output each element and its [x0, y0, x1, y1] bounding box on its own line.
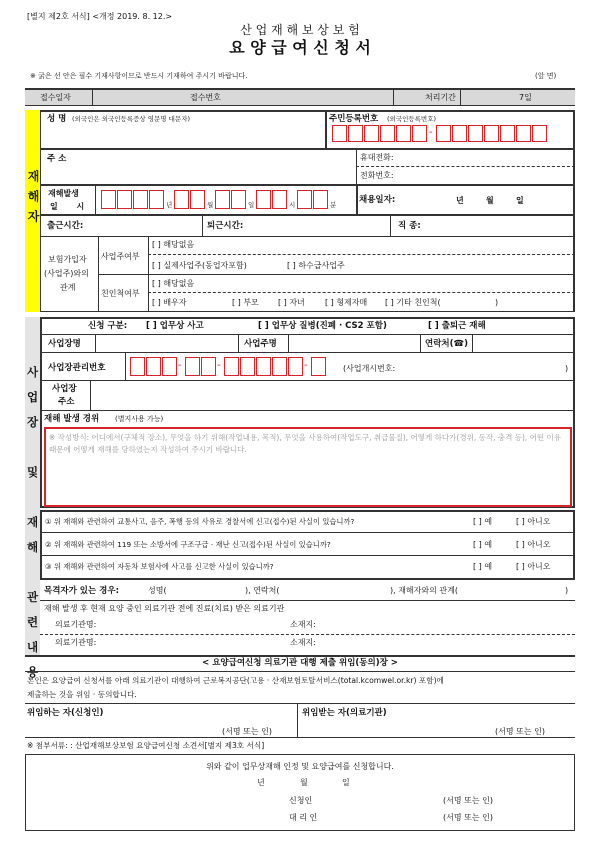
- receipt-date-label: 접수일자: [40, 93, 71, 102]
- rel-label: 보험가입자: [48, 255, 87, 264]
- type-label: 신청 구분:: [88, 321, 128, 331]
- occur-digit-box[interactable]: [101, 190, 116, 209]
- question-police-yes[interactable]: [ ] 예: [473, 517, 493, 526]
- mgmt-digit-box[interactable]: [288, 357, 303, 376]
- agent-label: 대 리 인: [289, 813, 318, 822]
- mgmt-digit-box[interactable]: [272, 357, 287, 376]
- rrn-digit-box[interactable]: [436, 125, 451, 142]
- biz-addr-label: 사업장: [52, 384, 77, 394]
- biz-reg-label: (사업개시번호:: [343, 364, 396, 373]
- biz-name-label: 사업장명: [48, 339, 81, 349]
- hire-month: 월: [486, 196, 494, 205]
- occur-detail-note: (별지사용 가능): [115, 415, 164, 423]
- arrive-label: 출근시간:: [47, 221, 84, 231]
- separator: -: [217, 360, 221, 371]
- kin-opt-other[interactable]: [ ] 기타 친인척(: [385, 298, 441, 307]
- kin-opt-sibling[interactable]: [ ] 형제자매: [325, 298, 368, 307]
- contact-label: 연락처(☎): [425, 339, 468, 349]
- worker-side-label: 재해자: [26, 170, 40, 230]
- occur-digit-box[interactable]: [117, 190, 132, 209]
- final-month: 월: [300, 778, 308, 787]
- rrn-digit-box[interactable]: [380, 125, 395, 142]
- rrn-digit-box[interactable]: [500, 125, 515, 142]
- type-opt-disease[interactable]: [ ] 업무상 질병(진폐 · CS2 포함): [258, 321, 387, 331]
- owner-opt-none[interactable]: [ ] 해당없음: [152, 240, 195, 249]
- separator: -: [304, 360, 308, 371]
- owner-question: 사업주여부: [101, 252, 140, 261]
- question-insurance-no[interactable]: [ ] 아니오: [516, 562, 551, 571]
- delegation-body-1: 본인은 요양급여 신청서를 아래 의료기관이 대행하여 근로복지공단(고용 · 산재보험토탈서비스(total.kcomwel.or.kr) 포함)에: [27, 676, 444, 685]
- separator: -: [178, 360, 182, 371]
- occur-unit-month: 월: [207, 201, 214, 209]
- page-side: (앞 면): [535, 72, 557, 80]
- receipt-no-label: 접수번호: [190, 93, 221, 102]
- rrn-digit-box[interactable]: [452, 125, 467, 142]
- question-insurance-yes[interactable]: [ ] 예: [473, 562, 493, 571]
- hospital-location-1: 소재지:: [290, 620, 316, 629]
- witness-name: 성명(: [148, 586, 167, 595]
- witness-label: 목격자가 있는 경우:: [44, 586, 120, 596]
- occur-digit-box[interactable]: [313, 190, 328, 209]
- period-value: 7일: [519, 93, 532, 102]
- final-statement: 위와 같이 업무상재해 인정 및 요양급여를 신청합니다.: [206, 762, 394, 771]
- occur-digit-box[interactable]: [215, 190, 230, 209]
- mgmt-digit-box[interactable]: [162, 357, 177, 376]
- hire-day: 일: [516, 196, 524, 205]
- delegation-body-2: 제출하는 것을 위임 · 동의합니다.: [27, 690, 137, 699]
- rrn-digit-box[interactable]: [396, 125, 411, 142]
- occur-label-2: 일 시: [50, 202, 93, 211]
- mobile-label: 휴대전화:: [360, 153, 394, 162]
- rrn-note: (외국인등록번호): [387, 115, 437, 123]
- occur-unit-hour: 시: [289, 201, 296, 209]
- kin-opt-parent[interactable]: [ ] 부모: [232, 298, 259, 307]
- occur-digit-box[interactable]: [174, 190, 189, 209]
- mgmt-digit-box[interactable]: [201, 357, 216, 376]
- occur-digit-box[interactable]: [149, 190, 164, 209]
- rrn-digit-box[interactable]: [484, 125, 499, 142]
- occur-unit-min: 분: [330, 201, 337, 209]
- witness-relation: ), 재해자와의 관계(: [390, 586, 458, 595]
- form-number: [별지 제2호 서식] <개정 2019. 8. 12.>: [27, 12, 173, 21]
- occur-digit-box[interactable]: [190, 190, 205, 209]
- occur-detail-label: 재해 발생 경위: [44, 414, 100, 424]
- owner-opt-sub[interactable]: [ ] 하수급사업주: [287, 261, 345, 270]
- hospital-name-1: 의료기관명:: [55, 620, 97, 629]
- biz-reg-close: ): [565, 364, 569, 373]
- rrn-digit-box[interactable]: [412, 125, 427, 142]
- required-notice: ※ 굵은 선 안은 필수 기재사항이므로 반드시 기재하여 주시기 바랍니다.: [30, 72, 248, 80]
- period-label: 처리기간: [425, 93, 456, 102]
- occur-unit-day: 일: [248, 201, 255, 209]
- delegatee-sign[interactable]: (서명 또는 인): [495, 727, 545, 736]
- occur-label: 재해발생: [48, 189, 79, 198]
- site-side-label: 사 업 장 및 재 해 관 련 내 용: [26, 365, 39, 679]
- question-119-no[interactable]: [ ] 아니오: [516, 540, 551, 549]
- hire-year: 년: [456, 196, 464, 205]
- agency-name: 산 업 재 해 보 상 보 험: [240, 23, 360, 37]
- hospital-name-2: 의료기관명:: [55, 638, 97, 647]
- delegation-title: < 요양급여신청 의료기관 대행 제출 위임(동의)장 >: [202, 658, 398, 668]
- final-year: 년: [257, 778, 265, 787]
- witness-close: ): [565, 586, 569, 595]
- question-police-no[interactable]: [ ] 아니오: [516, 517, 551, 526]
- question-119-yes[interactable]: [ ] 예: [473, 540, 493, 549]
- name-label: 성 명: [47, 114, 67, 124]
- mgmt-digit-box[interactable]: [185, 357, 200, 376]
- owner-opt-actual[interactable]: [ ] 실제사업주(동업자포함): [152, 261, 247, 270]
- occur-digit-box[interactable]: [297, 190, 312, 209]
- kin-opt-none[interactable]: [ ] 해당없음: [152, 279, 195, 288]
- rel-label-3: 관계: [60, 283, 76, 292]
- kin-question: 친인척여부: [101, 289, 140, 298]
- mgmt-digit-box[interactable]: [256, 357, 271, 376]
- agent-sign[interactable]: (서명 또는 인): [443, 813, 493, 822]
- rrn-digit-box[interactable]: [364, 125, 379, 142]
- kin-opt-child[interactable]: [ ] 자녀: [278, 298, 305, 307]
- occur-digit-box[interactable]: [272, 190, 287, 209]
- mgmt-digit-box[interactable]: [311, 357, 326, 376]
- applicant-sign[interactable]: (서명 또는 인): [443, 796, 493, 805]
- occur-digit-box[interactable]: [231, 190, 246, 209]
- occur-digit-box[interactable]: [256, 190, 271, 209]
- mgmt-digit-box[interactable]: [224, 357, 239, 376]
- biz-owner-label: 사업주명: [244, 339, 277, 349]
- receipt-row: [25, 88, 575, 106]
- final-day: 일: [342, 778, 350, 787]
- delegatee-label: 위임받는 자(의료기관): [302, 708, 387, 718]
- delegator-label: 위임하는 자(신청인): [27, 708, 104, 718]
- delegator-sign[interactable]: (서명 또는 인): [222, 727, 272, 736]
- type-opt-commute[interactable]: [ ] 출퇴근 재해: [428, 321, 486, 331]
- form-title: 요 양 급 여 신 청 서: [229, 38, 371, 57]
- job-label: 직 종:: [398, 221, 421, 231]
- prior-hospital-label: 재해 발생 후 현재 요양 중인 의료기관 전에 진료(치료) 받은 의료기관: [44, 604, 285, 613]
- applicant-label: 신청인: [289, 796, 313, 805]
- rrn-label: 주민등록번호: [329, 114, 379, 124]
- phone-label: 전화번호:: [360, 171, 394, 180]
- biz-addr-label-2: 주소: [58, 397, 75, 407]
- question-119: ② 위 재해와 관련하여 119 또는 소방서에 구조구급 · 재난 신고(접수)된 사실이 있습니까?: [45, 540, 331, 549]
- rrn-digit-box[interactable]: [348, 125, 363, 142]
- mgmt-digit-box[interactable]: [146, 357, 161, 376]
- address-label: 주 소: [47, 154, 67, 164]
- kin-opt-spouse[interactable]: [ ] 배우자: [152, 298, 187, 307]
- mgmt-digit-box[interactable]: [130, 357, 145, 376]
- rrn-digit-box[interactable]: [516, 125, 531, 142]
- biz-mgmt-label: 사업장관리번호: [48, 363, 106, 373]
- question-police: ① 위 재해와 관련하여 교통사고, 음주, 폭행 등의 사유로 경찰서에 신고(접수)된 사실이 있습니까?: [45, 517, 355, 526]
- hire-label: 채용일자:: [359, 195, 396, 205]
- witness-contact: ), 연락처(: [245, 586, 280, 595]
- rrn-digit-box[interactable]: [532, 125, 547, 142]
- name-note: (외국인은 외국인등록증상 영문명 대문자): [72, 115, 191, 123]
- occur-unit-year: 년: [166, 201, 173, 209]
- type-opt-accident[interactable]: [ ] 업무상 사고: [146, 321, 204, 331]
- occur-guide: ※ 작성방식: 어디에서(구체적 장소), 무엇을 하기 위해(작업내용, 목적), 무엇을 사용하여(작업도구, 취급물질), 어떻게 하다가(경위, 동작, 충격 등), 어떤 이유 때문에 어떻게 재해를 당하였는지 작성하여 주시기 바랍니다.: [49, 433, 562, 454]
- leave-label: 퇴근시간:: [207, 221, 244, 231]
- rrn-digit-box[interactable]: [468, 125, 483, 142]
- rrn-digit-box[interactable]: [332, 125, 347, 142]
- occur-digit-box[interactable]: [133, 190, 148, 209]
- rel-label-2: (사업주)와의: [44, 269, 89, 278]
- attachments: ※ 첨부서류: : 산업재해보상보험 요양급여신청 소견서[별지 제3호 서식]: [27, 741, 265, 750]
- mgmt-digit-box[interactable]: [240, 357, 255, 376]
- question-insurance: ③ 위 재해와 관련하여 자동차 보험사에 사고를 신고한 사실이 있습니까?: [45, 562, 274, 571]
- kin-opt-other-close: ): [495, 298, 499, 307]
- hospital-location-2: 소재지:: [290, 638, 316, 647]
- separator: -: [429, 127, 433, 138]
